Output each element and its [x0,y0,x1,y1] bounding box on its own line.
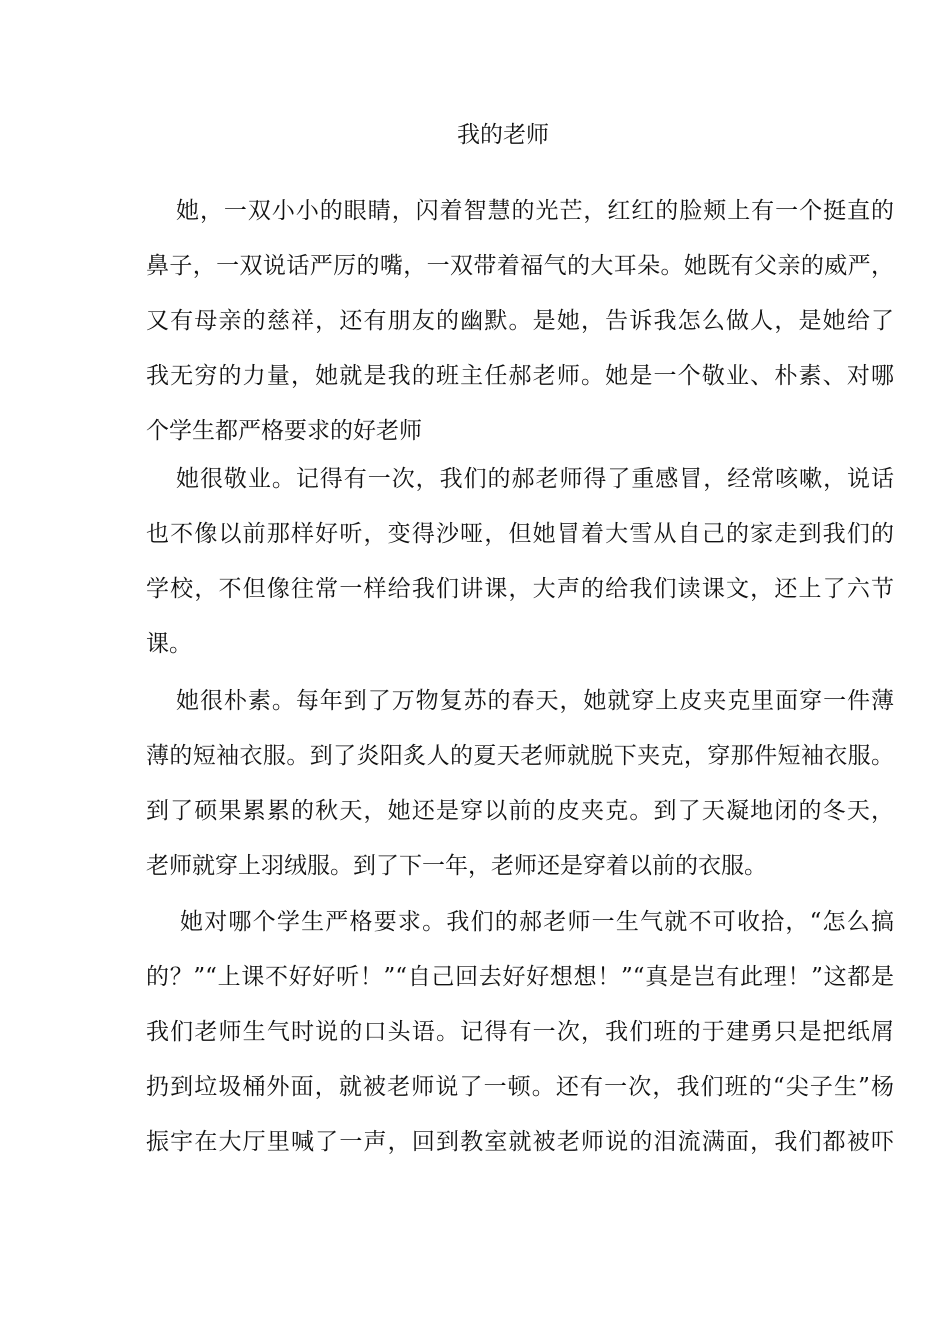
paragraph-line: 到了硕果累累的秋天，她还是穿以前的皮夹克。到了天凝地闭的冬天， [146,798,894,824]
paragraph-2 [146,452,894,672]
paragraph-line: 她很敬业。记得有一次，我们的郝老师得了重感冒，经常咳嗽，说话 [176,466,894,492]
paragraph-line: 鼻子，一双说话严厉的嘴，一双带着福气的大耳朵。她既有父亲的威严， [146,253,894,279]
paragraph-1 [146,184,894,459]
paragraph-line: 扔到垃圾桶外面，就被老师说了一顿。还有一次，我们班的“尖子生”杨 [146,1074,894,1100]
paragraph-3 [146,674,894,894]
paragraph-line: 课。 [146,631,192,657]
paragraph-line: 振宇在大厅里喊了一声，回到教室就被老师说的泪流满面，我们都被吓 [146,1129,894,1155]
paragraph-line: 老师就穿上羽绒服。到了下一年，老师还是穿着以前的衣服。 [146,853,767,879]
paragraph-4 [146,895,894,1170]
paragraph-line: 的？”“上课不好好听！”“自己回去好好想想！”“真是岂有此理！”这都是 [146,964,894,990]
paragraph-line: 我无穷的力量，她就是我的班主任郝老师。她是一个敬业、朴素、对哪 [146,363,894,389]
paragraph-line: 又有母亲的慈祥，还有朋友的幽默。是她，告诉我怎么做人，是她给了 [146,308,894,334]
paragraph-line: 学校，不但像往常一样给我们讲课，大声的给我们读课文，还上了六节 [146,576,894,602]
paragraph-line: 也不像以前那样好听，变得沙哑，但她冒着大雪从自己的家走到我们的 [146,521,894,547]
paragraph-line: 个学生都严格要求的好老师 [146,418,422,444]
paragraph-line: 薄的短袖衣服。到了炎阳炙人的夏天老师就脱下夹克，穿那件短袖衣服。 [146,743,894,769]
paragraph-line: 我们老师生气时说的口头语。记得有一次，我们班的于建勇只是把纸屑 [146,1019,894,1045]
paragraph-line: 她，一双小小的眼睛，闪着智慧的光芒，红红的脸颊上有一个挺直的 [176,198,894,224]
paragraph-line: 她对哪个学生严格要求。我们的郝老师一生气就不可收拾，“怎么搞 [180,909,894,935]
document-title: 我的老师 [457,122,549,148]
paragraph-line: 她很朴素。每年到了万物复苏的春天，她就穿上皮夹克里面穿一件薄 [176,688,894,714]
